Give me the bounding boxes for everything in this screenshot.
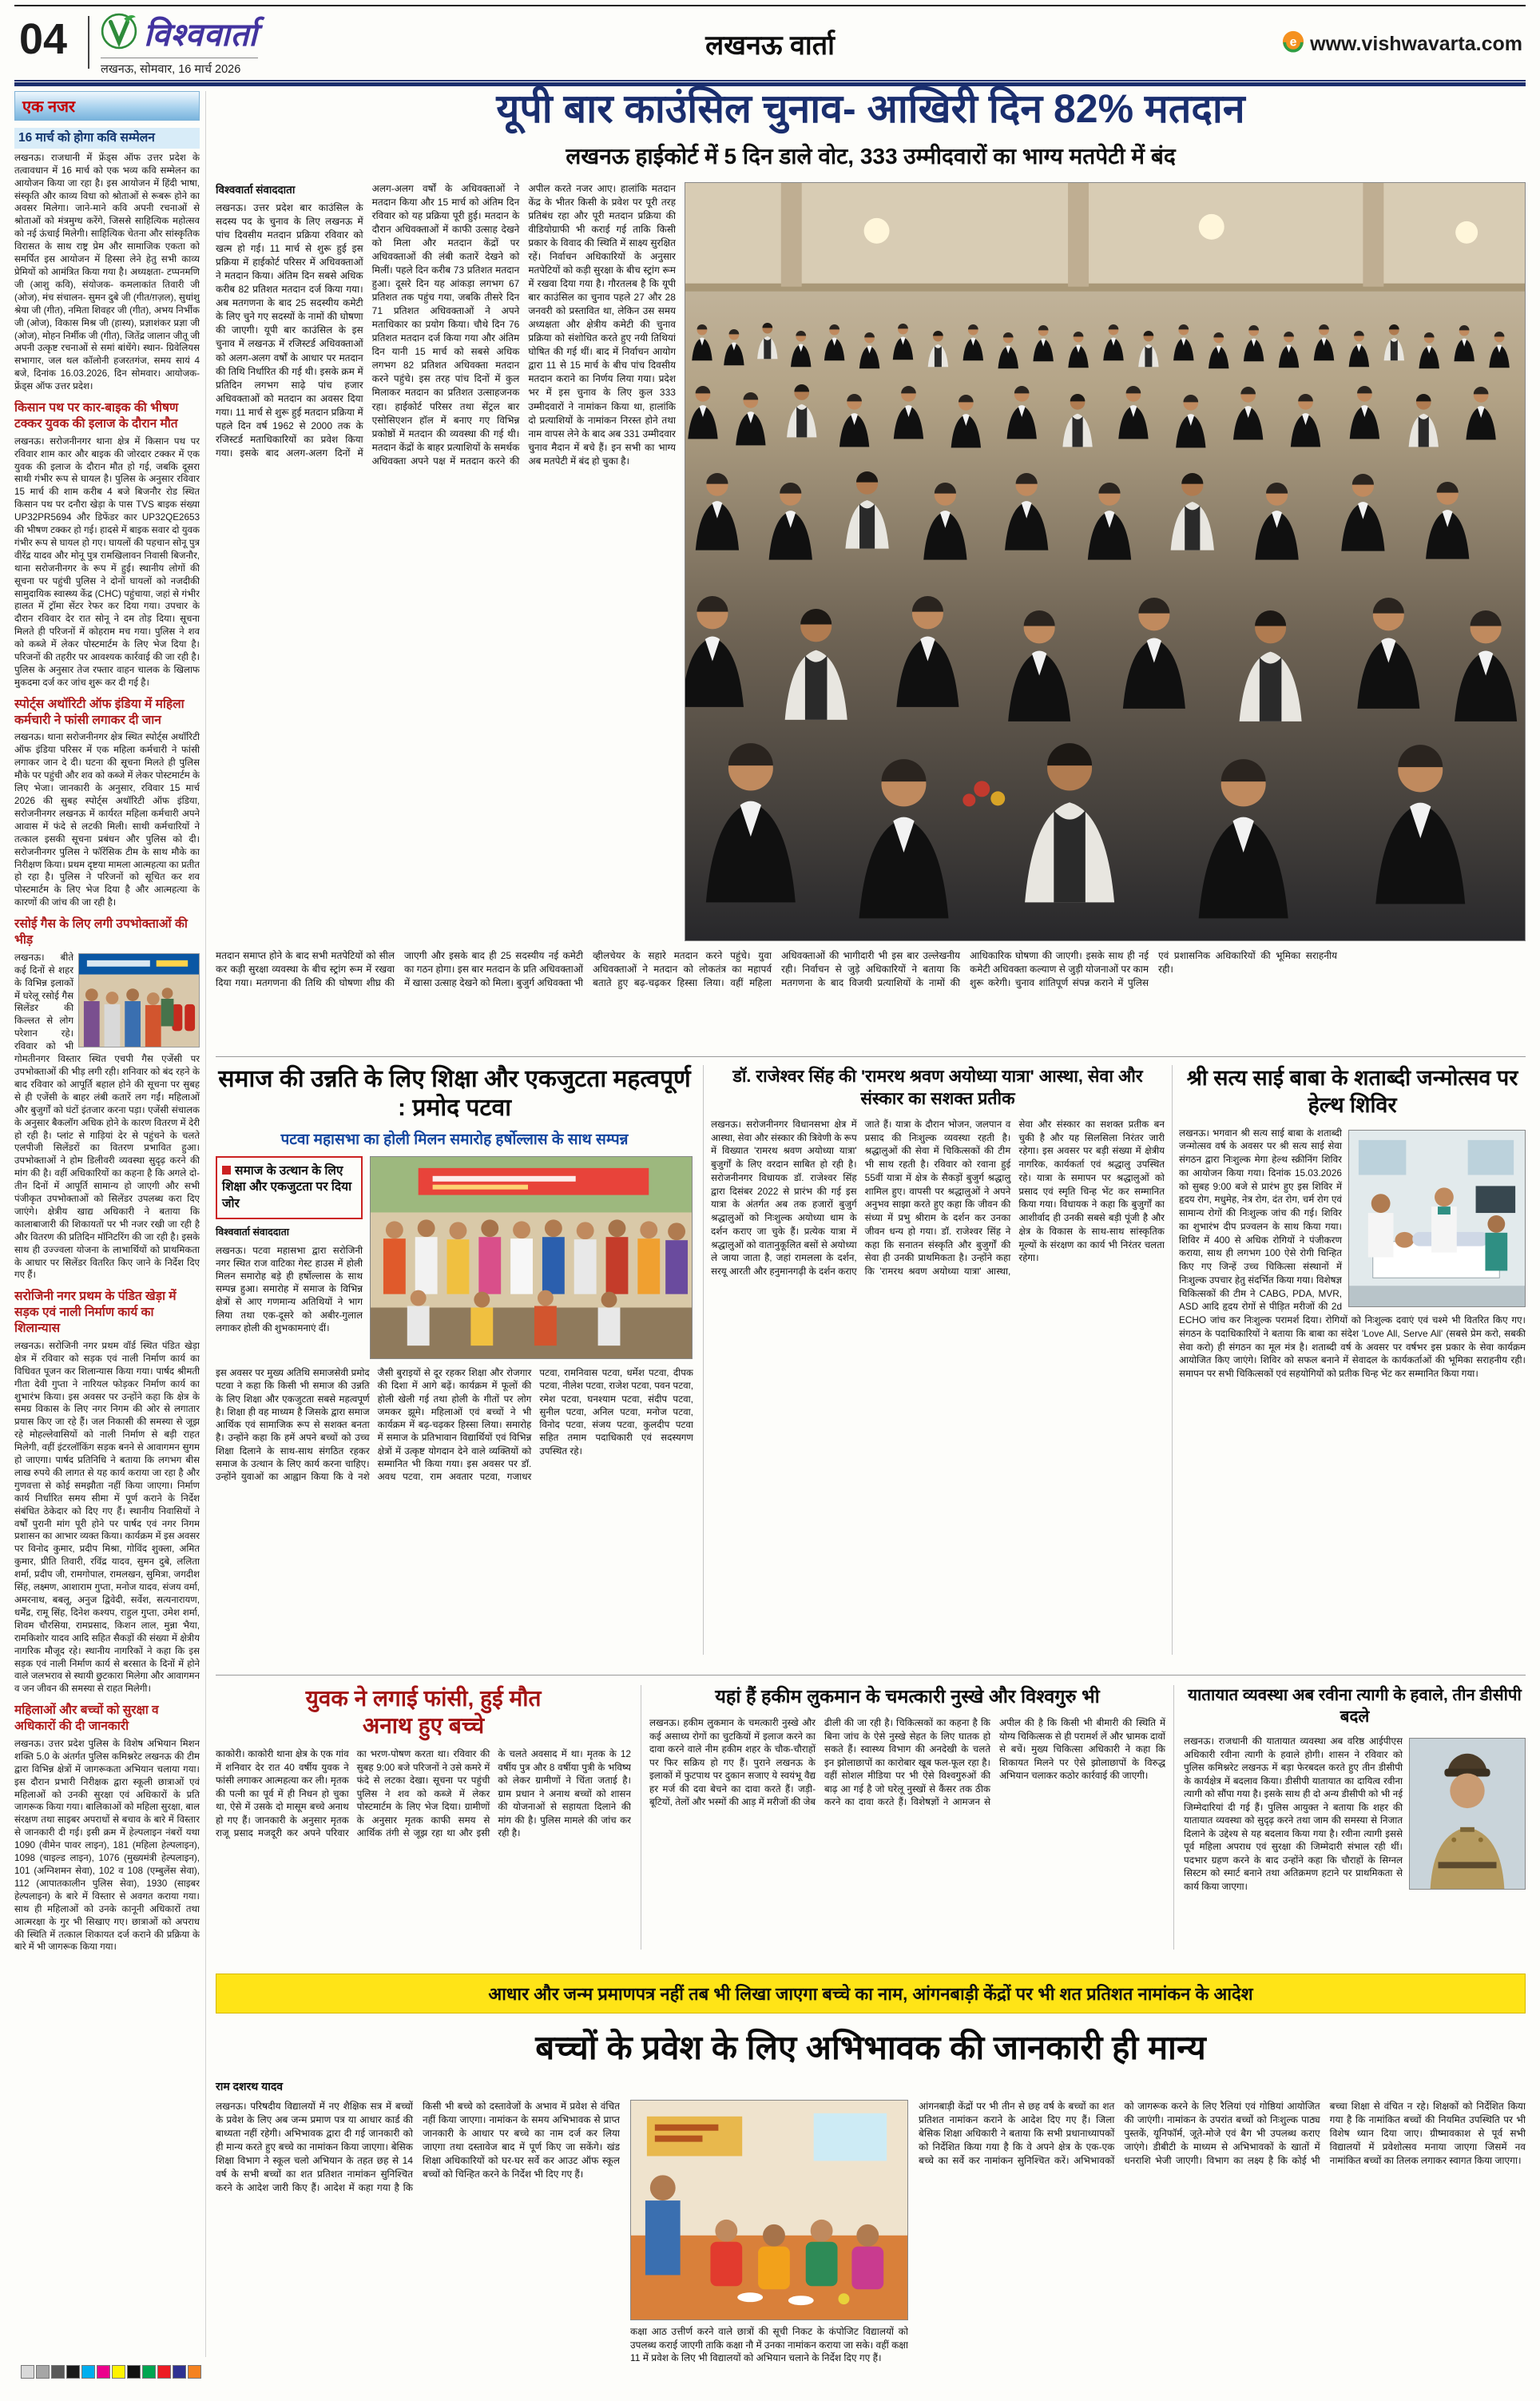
brief-headline: महिलाओं और बच्चों को सुरक्षा व अधिकारों की दी जानकारी [14, 1703, 159, 1734]
suicide-headline-line1: युवक ने लगाई फांसी, हुई मौत [305, 1686, 542, 1711]
lead-body-columns [216, 182, 676, 941]
color-patch [66, 2365, 80, 2379]
gas-agency-crowd-photo [78, 953, 200, 1047]
masthead-logo-icon [101, 13, 137, 54]
ramrath-body: लखनऊ। सरोजनीनगर विधानसभा क्षेत्र में आस्था, सेवा और संस्कार की त्रिवेणी के रूप में विख्यात 'रामरथ श्रवण अयोध्या यात्रा' बुजुर्गों के लिए वरदान साबित हो रही है। सरोजनीनगर विधायक डॉ. राजेश्वर सिंह द्वारा दिसंबर 2022 से प्रारंभ की गई इस यात्रा के अंतर्गत अब तक हजारों बुजुर्ग श्रद्धालुओं को निःशुल्क अयोध्या धाम के दर्शन कराए जा चुके हैं। प्रत्येक यात्रा में श्रद्धालुओं को वातानुकूलित बसों से अयोध्या ले जाया जाता है, जहां रामलला के दर्शन, सरयू आरती और हनुमानगढ़ी के दर्शन कराए जाते हैं। यात्रा के दौरान भोजन, जलपान व प्रसाद की निःशुल्क व्यवस्था रहती है। श्रद्धालुओं की सेवा में चिकित्सकों की टीम भी साथ रहती है। रविवार को रवाना हुई 55वीं यात्रा में क्षेत्र के सैकड़ों बुजुर्ग श्रद्धालु शामिल हुए। वापसी पर श्रद्धालुओं ने अपने अनुभव साझा करते हुए कहा कि जीवन की संध्या में प्रभु श्रीराम के दर्शन कर उनका जीवन धन्य हो गया। डॉ. राजेश्वर सिंह ने कहा कि सनातन संस्कृति और बुजुर्गों की सेवा ही उनकी प्राथमिकता है। उन्होंने कहा कि 'रामरथ श्रवण अयोध्या यात्रा' आस्था, सेवा और संस्कार का सशक्त प्रतीक बन चुकी है और यह सिलसिला निरंतर जारी रहेगा। इस अवसर पर बड़ी संख्या में क्षेत्रीय नागरिक, कार्यकर्ता एवं श्रद्धालु उपस्थित रहे। यात्रा के समापन पर श्रद्धालुओं को प्रसाद एवं स्मृति चिन्ह भेंट कर सम्मानित किया गया। विधायक ने कहा कि बुजुर्गों का आशीर्वाद ही उनकी सबसे बड़ी पूंजी है और क्षेत्र के विकास के साथ-साथ सांस्कृतिक मूल्यों के संरक्षण का कार्य भी निरंतर चलता रहेगा। [711, 1118, 1165, 1277]
color-patch [173, 2365, 186, 2379]
red-square-bullet-icon [222, 1166, 231, 1175]
website-link[interactable] [1282, 30, 1522, 58]
color-patch [157, 2365, 171, 2379]
lead-body: लखनऊ। उत्तर प्रदेश बार काउंसिल के सदस्य पद के चुनाव के लिए लखनऊ में पांच दिवसीय मतदान प्रक्रिया रविवार को खत्म हो गई। 11 मार्च से शुरू हुई इस प्रक्रिया में हाईकोर्ट परिसर में अधिवक्ताओं ने मतदान किया। अंतिम दिन सबसे अधिक करीब 82 प्रतिशत मतदान दर्ज किया गया। अब मतगणना के बाद 25 सदस्यीय कमेटी के लिए चुने गए सदस्यों के नामों की घोषणा की जाएगी। यूपी बार काउंसिल के इस चुनाव में लखनऊ में रजिस्टर्ड अधिवक्ताओं को अलग-अलग वर्षों के आधार पर मतदान की तिथि निर्धारित की गई थी। इसके क्रम में प्रतिदिन लगभग साढ़े पांच हजार अधिवक्ताओं को मतदान का अवसर दिया गया। 11 मार्च से शुरू हुई मतदान प्रक्रिया में पहले दिन वर्ष 1962 से 2000 तक के रजिस्टर्ड मताधिकारियों का प्रवेश किया गया। इसके बाद अलग-अलग दिनों में अलग-अलग वर्षों के अधिवक्ताओं ने मतदान किया और 15 मार्च को अंतिम दिन रविवार को यह प्रक्रिया पूरी हुई। मतदान के दौरान अधिवक्ताओं में काफी उत्साह देखने को मिला और मतदान केंद्रों पर अधिवक्ताओं की लंबी कतारें देखने को मिलीं। पहले दिन करीब 73 प्रतिशत मतदान हुआ। दूसरे दिन यह आंकड़ा लगभग 67 प्रतिशत तक पहुंच गया, जबकि तीसरे दिन 71 प्रतिशत अधिवक्ताओं ने अपने मताधिकार का प्रयोग किया। चौथे दिन 76 प्रतिशत मतदान दर्ज किया गया और अंतिम दिन यानी 15 मार्च को सबसे अधिक लगभग 82 प्रतिशत अधिवक्ता मतदान करने पहुंचे। इस तरह पांच दिनों में कुल मिलाकर मतदान का प्रतिशत उत्साहजनक रहा। हाईकोर्ट परिसर तथा सेंट्रल बार एसोसिएशन हॉल में बनाए गए विभिन्न प्रकोष्ठों में मतदान की व्यवस्था की गई थी। मतदान केंद्रों के बाहर प्रत्याशियों के समर्थक अधिवक्ता अपने पक्ष में मतदान करने की अपील करते नजर आए। हालांकि मतदान केंद्र के भीतर किसी के प्रवेश पर पूरी तरह प्रतिबंध रहा और पूरी मतदान प्रक्रिया की वीडियोग्राफी भी कराई गई ताकि किसी प्रकार के विवाद की स्थिति में साक्ष्य सुरक्षित रहें। निर्वाचन अधिकारियों के अनुसार मतपेटियों को कड़ी सुरक्षा के बीच स्ट्रांग रूम में रखवा दिया गया है। गौरतलब है कि यूपी बार काउंसिल का चुनाव पहले 27 और 28 जनवरी को प्रस्तावित था, लेकिन उस समय अध्यक्षता और क्षेत्रीय कमेटी की चुनाव प्रक्रिया को संशोधित करते हुए नयी तिथियां घोषित की गई थीं। बाद में निर्वाचन आयोग द्वारा 11 से 15 मार्च के बीच पांच दिवसीय मतदान कराने का निर्णय लिया गया। प्रदेश भर में इस चुनाव के लिए कुल 333 उम्मीदवारों ने नामांकन किया था, हालांकि दो प्रत्याशियों के नामांकन निरस्त होने तथा नाम वापस लेने के बाद अब 331 उम्मीदवार चुनाव मैदान में बचे हैं। इन सभी का भाग्य अब मतपेटी में बंद हो चुका है। [216, 183, 676, 467]
brief-kavi-sammelan [14, 128, 200, 393]
pullquote-text: समाज के उत्थान के लिए शिक्षा और एकजुटता पर दिया जोर [222, 1164, 352, 1210]
patwa-subhead: पटवा महासभा का होली मिलन समारोह हर्षोल्लास के साथ सम्पन्न [280, 1131, 629, 1148]
brief-body: लखनऊ। थाना सरोजनीनगर क्षेत्र स्थित स्पोर्ट्स अथॉरिटी ऑफ इंडिया परिसर में एक महिला कर्मचारी ने फांसी लगाकर जान दे दी। घटना की सूचना मिलते ही पुलिस मौके पर पहुंची और शव को कब्जे में लेकर पोस्टमार्टम के लिए भेजा। जानकारी के अनुसार, रविवार 15 मार्च 2026 की सुबह स्पोर्ट्स अथॉरिटी ऑफ इंडिया, सरोजनीनगर लखनऊ में कार्यरत महिला कर्मचारी अपने आवास में फंदे से लटकी मिली। साथी कर्मचारियों ने तत्काल इसकी सूचना प्रबंधन और पुलिस को दी। सरोजनीनगर पुलिस ने फॉरेंसिक टीम के साथ मौके का निरीक्षण किया। प्रथम दृष्टया मामला आत्महत्या का प्रतीत हो रहा है। पुलिस ने परिजनों को सूचित कर शव पोस्टमार्टम के लिए भेज दिया है और आत्महत्या के कारणों की जांच की जा रही है। [14, 732, 200, 908]
health-body-wrap [1179, 1127, 1526, 1664]
page-number: 04 [19, 15, 68, 63]
brief-body-wrap [14, 952, 200, 1282]
health-camp-photo [1348, 1130, 1526, 1307]
article-bar-council-election [216, 86, 1526, 1042]
lead-subhead: लखनऊ हाईकोर्ट में 5 दिन डाले वोट, 333 उम्मीदवारों का भाग्य मतपेटी में बंद [566, 144, 1176, 169]
lead-body-continued: मतदान समाप्त होने के बाद सभी मतपेटियों को सील कर कड़ी सुरक्षा व्यवस्था के बीच स्ट्रांग रूम में रखवा दिया गया। मतगणना की तिथि की घोषणा शीघ्र की जाएगी और इसके बाद ही 25 सदस्यीय नई कमेटी का गठन होगा। इस बार मतदान के प्रति अधिवक्ताओं में खासा उत्साह देखने को मिला। बुजुर्ग अधिवक्ता भी व्हीलचेयर के सहारे मतदान करने पहुंचे। युवा अधिवक्ताओं ने मतदान को लोकतंत्र का महापर्व बताते हुए बढ़-चढ़कर हिस्सा लिया। वहीं महिला अधिवक्ताओं की भागीदारी भी इस बार उल्लेखनीय रही। निर्वाचन से जुड़े अधिकारियों ने बताया कि मतगणना के बाद विजयी प्रत्याशियों के नामों की आधिकारिक घोषणा की जाएगी। इसके साथ ही नई कमेटी अधिवक्ता कल्याण से जुड़ी योजनाओं पर काम शुरू करेगी। चुनाव शांतिपूर्ण संपन्न कराने में पुलिस एवं प्रशासनिक अधिकारियों की भूमिका सराहनीय रही। [216, 950, 1337, 988]
brief-body: लखनऊ। राजधानी में फ्रेंड्स ऑफ उत्तर प्रदेश के तत्वावधान में 16 मार्च को एक भव्य कवि सम्मेलन का आयोजन किया जा रहा है। इस आयोजन में हिंदी भाषा, संस्कृति और काव्य विधा को श्रोताओं से रूबरू होने का अवसर मिलेगा। जाने-माने कवि अपनी रचनाओं से श्रोताओं को मंत्रमुग्ध करेंगे, जिससे साहित्यिक महोत्सव को नई ऊंचाई मिलेगी। साहित्यिक चेतना और सांस्कृतिक विरासत के साथ राष्ट्र प्रेम और सामाजिक एकता को समर्पित इस आयोजन में हिस्सा लेने हेतु सभी काव्य प्रेमियों को आमंत्रित किया गया है। अध्यक्षता- टप्पनमणि जी (आशु कवि), संयोजक- कमलाकांत तिवारी जी (ओज), मंच संचालन- सुमन दुबे जी (गीत/ग़ज़ल), सुधांशु श्रेया जी (गीत), नमिता शिवहर जी (गीत), अभय निर्भीक जी (ओज), विकास मिश्र जी (हास्य), प्रज्ञाशंकर प्रज्ञा जी (ओज), मोहन निर्मीक जी (गीत), जितेंद्र जालान जीतू जी अपनी उत्कृष्ट रचनाओं से समां बांधेंगे। स्थान- ग्रिवेलियस सभागार, जल थल कॉलोनी हजरतगंज, समय सायं 4 बजे, दिनांक 16.03.2026, दिन सोमवार। आयोजक- फ्रेंड्स ऑफ उत्तर प्रदेश। [14, 152, 200, 392]
brief-kisan-path-accident [14, 400, 200, 690]
admission-middle-column [630, 2100, 908, 2379]
article-patwa-mahasabha [216, 1065, 693, 1672]
brief-headline: रसोई गैस के लिए लगी उपभोक्ताओं की भीड़ [14, 917, 188, 947]
masthead-title: विश्ववार्ता [144, 18, 258, 53]
holi-milan-event-photo [370, 1156, 693, 1359]
masthead [101, 11, 258, 77]
header-rule [14, 80, 1526, 86]
health-headline: श्री सत्य साई बाबा के शताब्दी जन्मोत्सव पर हेल्थ शिविर [1186, 1066, 1518, 1117]
website-url: www.vishwavarta.com [1310, 33, 1522, 55]
patwa-intro: लखनऊ। पटवा महासभा द्वारा सरोजिनी नगर स्थित राज वाटिका गेस्ट हाउस में होली मिलन समारोह बड़े ही हर्षोल्लास के साथ सम्पन्न हुआ। समारोह में समाज के विभिन्न क्षेत्रों से आए गणमान्य अतिथियों ने भाग लिया तथा एक-दूसरे को अबीर-गुलाल लगाकर होली की शुभकामनाएं दीं। [216, 1245, 363, 1334]
article-traffic-dcp [1184, 1685, 1526, 1966]
masthead-dateline: लखनऊ, सोमवार, 16 मार्च 2026 [101, 58, 258, 77]
traffic-body-wrap [1184, 1735, 1526, 1966]
article-ramrath-yatra [703, 1065, 1173, 1655]
middle-band [216, 1056, 1526, 1665]
suicide-headline-line2: अनाथ हुए बच्चे [362, 1713, 485, 1739]
health-body: लखनऊ। भगवान श्री सत्य साई बाबा के शताब्दी जन्मोत्सव वर्ष के अवसर पर श्री सत्य साई सेवा संगठन द्वारा निःशुल्क मेगा हेल्थ स्क्रीनिंग शिविर का आयोजन किया गया। दिनांक 15.03.2026 को सुबह 9:00 बजे से प्रारंभ हुए इस शिविर में हृदय रोग, मधुमेह, नेत्र रोग, दंत रोग, चर्म रोग एवं सामान्य रोगों की निःशुल्क जांच की गई। शिविर का शुभारंभ दीप प्रज्वलन के साथ किया गया। शिविर में 400 से अधिक रोगियों ने पंजीकरण कराया, साथ ही लगभग 100 ऐसे रोगी चिन्हित किए गए जिन्हें उच्च चिकित्सा संस्थानों में निःशुल्क उपचार हेतु संदर्भित किया गया। विशेषज्ञ चिकित्सकों की टीम ने CABG, PDA, MVR, ASD आदि हृदय रोगों से पीड़ित मरीजों की 2d ECHO जांच कर निःशुल्क परामर्श दिया। रोगियों को निःशुल्क दवाएं एवं चश्मे भी वितरित किए गए। संगठन के पदाधिकारियों ने बताया कि बाबा का संदेश 'Love All, Serve All' (सबसे प्रेम करो, सबकी सेवा करो) ही संगठन का मूल मंत्र है। शताब्दी वर्ष के अवसर पर वर्षभर इस प्रकार के सेवा कार्यक्रम आयोजित किए जाएंगे। शिविर को सफल बनाने में सेवादल के कार्यकर्ताओं की भूमिका सराहनीय रही। समापन पर सभी चिकित्सकों एवं सहयोगियों को प्रतीक चिन्ह भेंट कर सम्मानित किया गया। [1179, 1127, 1526, 1379]
hakim-body: लखनऊ। हकीम लुकमान के चमत्कारी नुस्खे और कई असाध्य रोगों का चुटकियों में इलाज करने का दावा करने वाले नीम हकीम शहर के चौक-चौराहों पर फिर सक्रिय हो गए हैं। पुराने लखनऊ के इलाकों में फुटपाथ पर दुकान सजाए ये स्वयंभू वैद्य हर मर्ज की दवा बेचने का दावा करते हैं। जड़ी-बूटियों, तेलों और भस्मों की आड़ में मरीजों की जेब ढीली की जा रही है। चिकित्सकों का कहना है कि बिना जांच के ऐसे नुस्खे सेहत के लिए घातक हो सकते हैं। स्वास्थ्य विभाग की अनदेखी के चलते इन झोलाछापों का कारोबार खूब फल-फूल रहा है। वहीं सोशल मीडिया पर भी ऐसे विश्वगुरुओं की बाढ़ आ गई है जो घरेलू नुस्खों से कैंसर तक ठीक करने का दावा करते हैं। विशेषज्ञों ने आमजन से अपील की है कि किसी भी बीमारी की स्थिति में योग्य चिकित्सक से ही परामर्श लें और भ्रामक दावों से बचें। मुख्य चिकित्सा अधिकारी ने कहा कि शिकायत मिलने पर ऐसे झोलाछापों के विरुद्ध अभियान चलाकर कठोर कार्रवाई की जाएगी। [649, 1717, 1165, 1808]
brief-headline: सरोजिनी नगर प्रथम के पंडित खेड़ा में सड़क एवं नाली निर्माण कार्य का शिलान्यास [14, 1290, 177, 1336]
admission-highlight-banner: आधार और जन्म प्रमाणपत्र नहीं तब भी लिखा जाएगा बच्चे का नाम, आंगनबाड़ी केंद्रों पर भी शत प्रतिशत नामांकन के आदेश [216, 1974, 1526, 2013]
color-patch [112, 2365, 125, 2379]
brief-headline: स्पोर्ट्स अथॉरिटी ऑफ इंडिया में महिला कर्मचारी ने फांसी लगाकर दी जान [14, 697, 185, 727]
hakim-headline: यहां हैं हकीम लुकमान के चमत्कारी नुस्खे और विश्वगुरु भी [715, 1686, 1100, 1707]
brief-body: लखनऊ। उत्तर प्रदेश पुलिस के विशेष अभियान मिशन शक्ति 5.0 के अंतर्गत पुलिस कमिश्नरेट लखनऊ की टीम द्वारा विभिन्न क्षेत्रों में जागरूकता अभियान चलाया गया। इस दौरान प्रभारी निरीक्षक द्वारा स्कूली छात्राओं एवं महिलाओं को उनकी सुरक्षा एवं अधिकारों के प्रति जागरूक किया गया। बालिकाओं को महिला सुरक्षा, बाल संरक्षण तथा साइबर अपराधों से बचाव के बारे में विस्तार से जानकारी दी गई। इसी क्रम में हेल्पलाइन नंबरों यथा 1090 (वीमेन पावर लाइन), 181 (महिला हेल्पलाइन), 1098 (चाइल्ड लाइन), 1076 (मुख्यमंत्री हेल्पलाइन), 101 (अग्निशमन सेवा), 102 व 108 (एम्बुलेंस सेवा), 112 (आपातकालीन पुलिस सेवा), 1930 (साइबर हेल्पलाइन) के बारे में विस्तार से अवगत कराया गया। साथ ही महिलाओं को उनके कानूनी अधिकारों तथा आत्मरक्षा के गुर भी सिखाए गए। छात्राओं को अपराध की स्थिति में तत्काल शिकायत दर्ज कराने की प्रक्रिया के बारे में भी जागरूक किया गया। [14, 1738, 200, 1953]
article-school-admission [216, 1974, 1526, 2379]
patwa-pullquote [216, 1156, 363, 1219]
svg-text:e: e [1289, 35, 1297, 50]
page-header [14, 5, 1526, 78]
lower-band [216, 1675, 1526, 1969]
brief-headline: किसान पथ पर कार-बाइक की भीषण टक्कर युवक की इलाज के दौरान मौत [14, 401, 179, 431]
admission-body-right: आंगनबाड़ी केंद्रों पर भी तीन से छह वर्ष के बच्चों का शत प्रतिशत नामांकन कराने के आदेश दिए गए हैं। जिला बेसिक शिक्षा अधिकारी ने बताया कि सभी प्रधानाध्यापकों को निर्देशित किया गया है कि वे अपने क्षेत्र के एक-एक बच्चे का सर्वे कर नामांकन सुनिश्चित करें। अभिभावकों को जागरूक करने के लिए रैलियां एवं गोष्ठियां आयोजित की जाएंगी। नामांकन के उपरांत बच्चों को निःशुल्क पाठ्य पुस्तकें, यूनिफॉर्म, जूते-मोजे एवं बैग भी उपलब्ध कराए जाएंगे। डीबीटी के माध्यम से अभिभावकों के खातों में धनराशि भेजी जाएगी। विभाग का लक्ष्य है कि कोई भी बच्चा शिक्षा से वंचित न रहे। शिक्षकों को निर्देशित किया गया है कि नामांकित बच्चों की नियमित उपस्थिति पर भी विशेष ध्यान दिया जाए। ग्रीष्मावकाश से पूर्व सभी विद्यालयों में प्रवेशोत्सव मनाया जाएगा जिसमें नव नामांकित बच्चों का तिलक लगाकर स्वागत किया जाएगा। [919, 2101, 1526, 2167]
traffic-headline: यातायात व्यवस्था अब रवीना त्यागी के हवाले, तीन डीसीपी बदले [1188, 1686, 1522, 1726]
color-patch [81, 2365, 95, 2379]
brief-body: लखनऊ। बीते कई दिनों से शहर के विभिन्न इलाकों में घरेलू रसोई गैस सिलेंडर की किल्लत से लोग परेशान रहे। रविवार को भी गोमतीनगर विस्तार स्थित एचपी गैस एजेंसी पर उपभोक्ताओं की भीड़ लगी रही। शनिवार को बंद रहने के बाद रविवार को आपूर्ति बहाल होने की सूचना पर सुबह से ही एजेंसी के बाहर लंबी कतारें लग गईं। महिलाओं और बुजुर्गों को घंटों इंतजार करना पड़ा। एजेंसी संचालक के अनुसार बैकलॉग अधिक होने के कारण वितरण में देरी हो रही है। प्लांट से गाड़ियां देर से पहुंचने के चलते एलपीजी सिलेंडरों का वितरण प्रभावित हुआ। उपभोक्ताओं ने होम डिलीवरी व्यवस्था सुदृढ़ करने की मांग की है। वहीं अधिकारियों का कहना है कि अगले दो-तीन दिनों में आपूर्ति सामान्य हो जाएगी और सभी पंजीकृत उपभोक्ताओं को सिलेंडर उपलब्ध करा दिए जाएंगे। क्षेत्रीय खाद्य अधिकारी ने बताया कि कालाबाजारी की शिकायतों पर भी नजर रखी जा रही है और वितरण की प्रतिदिन मॉनिटरिंग की जा रही है। इसके साथ ही उज्ज्व‍ला योजना के लाभार्थियों को प्राथमिकता के आधार पर सिलेंडर वितरित किए जाने के निर्देश दिए गए हैं। [14, 952, 200, 1281]
sidebar-title: एक नजर [14, 91, 200, 121]
color-patch [97, 2365, 110, 2379]
admission-body-middle: कक्षा आठ उत्तीर्ण करने वाले छात्रों की सूची निकट के कंपोजिट विद्यालयों को उपलब्ध कराई जाएगी ताकि कक्षा नौ में उनका नामांकन कराया जा सके। वहीं कक्षा 11 में प्रवेश के लिए भी विद्यालयों को अभियान चलाने के निर्देश दिए गए हैं। [630, 2326, 908, 2364]
patwa-headline: समाज की उन्नति के लिए शिक्षा और एकजुटता महत्वपूर्ण : प्रमोद पटवा [218, 1066, 691, 1121]
suicide-body: काकोरी। काकोरी थाना क्षेत्र के एक गांव में शनिवार देर रात 40 वर्षीय युवक ने फांसी लगाकर आत्महत्या कर ली। मृतक की पत्नी का पूर्व में ही निधन हो चुका था, ऐसे में उसके दो मासूम बच्चे अनाथ हो गए हैं। जानकारी के अनुसार मृतक राजू प्रसाद मजदूरी कर अपने परिवार का भरण-पोषण करता था। रविवार की सुबह 9:00 बजे परिजनों ने उसे कमरे में फंदे से लटका देखा। सूचना पर पहुंची पुलिस ने शव को कब्जे में लेकर पोस्टमार्टम के लिए भेज दिया। ग्रामीणों के अनुसार मृतक काफी समय से आर्थिक तंगी से जूझ रहा था और इसी के चलते अवसाद में था। मृतक के 12 वर्षीय पुत्र और 8 वर्षीया पुत्री के भविष्य को लेकर ग्रामीणों ने चिंता जताई है। ग्राम प्रधान ने अनाथ बच्चों को शासन की योजनाओं से सहायता दिलाने की मांग की है। पुलिस मामले की जांच कर रही है। [216, 1748, 631, 1839]
admission-headline: बच्चों के प्रवेश के लिए अभिभावक की जानकारी ही मान्य [535, 2029, 1206, 2066]
patwa-body: इस अवसर पर मुख्य अतिथि समाजसेवी प्रमोद पटवा ने कहा कि किसी भी समाज की उन्नति के लिए शिक्षा और एकजुटता सबसे महत्वपूर्ण है। शिक्षा ही वह माध्यम है जिसके द्वारा समाज आर्थिक एवं सामाजिक रूप से सशक्त बनता है। उन्होंने कहा कि हमें अपने बच्चों को उच्च शिक्षा दिलाने के साथ-साथ संगठित रहकर समाज के उत्थान के लिए कार्य करना चाहिए। उन्होंने युवाओं का आह्वान किया कि वे नशे जैसी बुराइयों से दूर रहकर शिक्षा और रोजगार की दिशा में आगे बढ़ें। कार्यक्रम में फूलों की होली खेली गई तथा होली के गीतों पर लोग जमकर झूमे। महिलाओं एवं बच्चों ने भी कार्यक्रम में बढ़-चढ़कर हिस्सा लिया। समारोह में समाज के प्रतिभावान विद्यार्थियों एवं विभिन्न क्षेत्रों में उत्कृष्ट योगदान देने वाले व्यक्तियों को सम्मानित भी किया गया। इस अवसर पर डॉ. अवध पटवा, राम अवतार पटवा, गजाधर पटवा, रामनिवास पटवा, धर्मेश पटवा, दीपक पटवा, नीलेश पटवा, राजेश पटवा, पवन पटवा, रमेश पटवा, घनश्याम पटवा, संदीप पटवा, सुनील पटवा, अनिल पटवा, मनोज पटवा, विनोद पटवा, संजय पटवा, कुलदीप पटवा सहित तमाम पदाधिकारी एवं सदस्यगण उपस्थित रहे। [216, 1367, 693, 1483]
anganwadi-children-photo [630, 2100, 908, 2320]
sidebar-one-glance [14, 91, 206, 2357]
website-globe-icon [1282, 30, 1304, 58]
color-patch [51, 2365, 65, 2379]
patwa-byline: विश्ववार्ता संवाददाता [216, 1226, 289, 1238]
color-patch [142, 2365, 156, 2379]
brief-body: लखनऊ। सरोजनीनगर थाना क्षेत्र में किसान पथ पर रविवार शाम कार और बाइक की जोरदार टक्कर में एक युवक की इलाज के दौरान मौत हो गई, जबकि दूसरा साथी गंभीर रूप से घायल है। पुलिस के अनुसार रविवार 15 मार्च की शाम करीब 4 बजे बिजनौर रोड स्थित किसान पथ पर दनौरा खेड़ा के पास TVS बाइक संख्या UP32PR5694 और डिफेंडर कार UP32QE2653 की भीषण टक्कर हो गई। हादसे में बाइक सवार दो युवक गंभीर रूप से घायल हो गए। घायलों की पहचान सोनू पुत्र वीरेंद्र यादव और मोनू पुत्र रामखिलावन निवासी बिजनौर, थाना सरोजनीनगर के रूप में हुई। स्थानीय लोगों की सूचना पर पहुंची पुलिस ने दोनों घायलों को नजदीकी सामुदायिक स्वास्थ्य केंद्र (CHC) पहुंचाया, जहां से गंभीर हालत में ट्रॉमा सेंटर रेफर कर दिया गया। उपचार के दौरान रविवार देर रात सोनू ने दम तोड़ दिया। सूचना मिलते ही परिजनों में कोहराम मच गया। पुलिस ने शव को कब्जे में लेकर पोस्टमार्टम के लिए भेज दिया है। परिजनों की तहरीर पर आवश्यक कार्रवाई की जा रही है। पुलिस के अनुसार तेज रफ्तार वाहन चालक के खिलाफ मुकदमा दर्ज कर जांच शुरू कर दी गई है। [14, 435, 200, 688]
brief-body: लखनऊ। सरोजिनी नगर प्रथम वॉर्ड स्थित पंडित खेड़ा क्षेत्र में रविवार को सड़क एवं नाली निर्माण कार्य का विधिवत पूजन कर शिलान्यास किया गया। पार्षद श्रीमती गीता देवी गुप्ता ने नारियल फोड़कर निर्माण कार्य का शुभारंभ किया। इस अवसर पर उन्होंने कहा कि क्षेत्र के समग्र विकास के लिए नगर निगम की ओर से लगातार प्रयास किए जा रहे हैं। जल निकासी की समस्या से जूझ रहे मोहल्लेवासियों को नाली निर्माण से बड़ी राहत मिलेगी, वहीं इंटरलॉकिंग सड़क बनने से आवागमन सुगम हो जाएगा। पार्षद प्रतिनिधि ने बताया कि लगभग बीस लाख रुपये की लागत से यह कार्य कराया जा रहा है और गुणवत्ता से कोई समझौता नहीं किया जाएगा। निर्माण कार्य निर्धारित समय सीमा में पूर्ण कराने के निर्देश संबंधित ठेकेदार को दिए गए हैं। स्थानीय निवासियों ने वर्षों पुरानी मांग पूरी होने पर पार्षद एवं नगर निगम प्रशासन का आभार व्यक्त किया। कार्यक्रम में इस अवसर पर विनोद कुमार, प्रदीप मिश्रा, गोविंद शुक्ला, अमित कुमार, प्रीति तिवारी, रविंद्र यादव, सुमन दुबे, ललिता शर्मा, प्रदीप जी, रामगोपाल, रामलखन, सुमित्रा, जगदीश सिंह, लक्ष्मण, आशाराम गुप्ता, मनोज यादव, संजय वर्मा, अमरनाथ, बबलू, अनुज द्विवेदी, सर्वेश, सत्यनारायण, धर्मेंद्र, रामू सिंह, दिनेश कश्यप, राहुल गुप्ता, उमेश शर्मा, शिवम चौरसिया, रामप्रसाद, किशन लाल, मुन्ना भैया, रामकिशोर यादव आदि सहित सैकड़ों की संख्या में क्षेत्रीय नागरिक मौजूद रहे। स्थानीय नागरिकों ने कहा कि इस सड़क एवं नाली निर्माण कार्य से बरसात के दिनों में होने वाले जलभराव से स्थायी छुटकारा मिलेगा और आवागमन व जन जीवन की समस्या से राहत मिलेगी। [14, 1340, 200, 1695]
brief-lpg-crowd [14, 916, 200, 1282]
color-patch [188, 2365, 201, 2379]
lead-headline: यूपी बार काउंसिल चुनाव- आखिरी दिन 82% मतदान [496, 86, 1245, 131]
brief-road-drain-foundation [14, 1289, 200, 1695]
lead-byline: विश्ववार्ता संवाददाता [216, 184, 296, 196]
admission-body-left: लखनऊ। परिषदीय विद्यालयों में नए शैक्षिक सत्र में बच्चों के प्रवेश के लिए अब जन्म प्रमाण पत्र या आधार कार्ड की बाध्यता नहीं रहेगी। अभिभावक द्वारा दी गई जानकारी को ही मान्य करते हुए बच्चे का नामांकन किया जाएगा। बेसिक शिक्षा विभाग ने स्कूल चलो अभियान के तहत छह से 14 वर्ष के सभी बच्चों का शत प्रतिशत नामांकन सुनिश्चित करने के आदेश जारी किए हैं। आदेश में कहा गया है कि किसी भी बच्चे को दस्तावेजों के अभाव में प्रवेश से वंचित नहीं किया जाएगा। नामांकन के समय अभिभावक से प्राप्त जानकारी के आधार पर बच्चे का नाम दर्ज कर लिया जाएगा तथा दस्तावेज बाद में पूर्ण किए जा सकेंगे। खंड शिक्षा अधिकारियों को घर-घर सर्वे कर आउट ऑफ स्कूल बच्चों को चिन्हित करने के निर्देश भी दिए गए हैं। [216, 2101, 620, 2194]
color-patch [127, 2365, 141, 2379]
section-title: लखनऊ वार्ता [705, 30, 835, 61]
article-kakori-suicide [216, 1685, 631, 1949]
brief-sai-employee-suicide [14, 697, 200, 909]
ramrath-headline: डॉ. राजेश्वर सिंह की 'रामरथ श्रवण अयोध्या यात्रा' आस्था, सेवा और संस्कार का सशक्त प्रतीक [732, 1067, 1143, 1109]
header-divider [88, 16, 89, 69]
color-patch [21, 2365, 34, 2379]
traffic-body: लखनऊ। राजधानी की यातायात व्यवस्था अब वरिष्ठ आईपीएस अधिकारी रवीना त्यागी के हवाले होगी। शासन ने रविवार को पुलिस कमिश्नरेट लखनऊ में बड़ा फेरबदल करते हुए तीन डीसीपी के कार्यक्षेत्र में बदलाव किया। डीसीपी यातायात का दायित्व रवीना त्यागी को सौंपा गया है। इसके साथ ही दो अन्य डीसीपी को भी नई जिम्मेदारियां दी गई हैं। पुलिस आयुक्त ने बताया कि शहर की यातायात व्यवस्था को सुदृढ़ करने तथा जाम की समस्या से निजात दिलाने के उद्देश्य से यह बदलाव किया गया है। रवीना त्यागी इससे पूर्व महिला अपराध एवं सुरक्षा की जिम्मेदारी संभाल रही थीं। पदभार ग्रहण करने के बाद उन्होंने कहा कि चौराहों के सिग्नल सिस्टम को स्मार्ट बनाने तथा अतिक्रमण हटाने पर प्राथमिकता से कार्य किया जाएगा। [1184, 1735, 1403, 1892]
print-color-bar [21, 2365, 201, 2379]
patwa-left-column [216, 1156, 363, 1359]
color-patch [36, 2365, 50, 2379]
lawyers-crowd-photo [685, 182, 1526, 941]
admission-byline: राम दशरथ यादव [216, 2080, 284, 2093]
brief-mission-shakti-awareness [14, 1703, 200, 1954]
police-officer-photo [1409, 1738, 1526, 1890]
article-sai-health-camp [1179, 1065, 1526, 1664]
brief-headline: 16 मार्च को होगा कवि सम्मेलन [14, 128, 200, 149]
article-hakim-lukman [641, 1685, 1174, 1950]
